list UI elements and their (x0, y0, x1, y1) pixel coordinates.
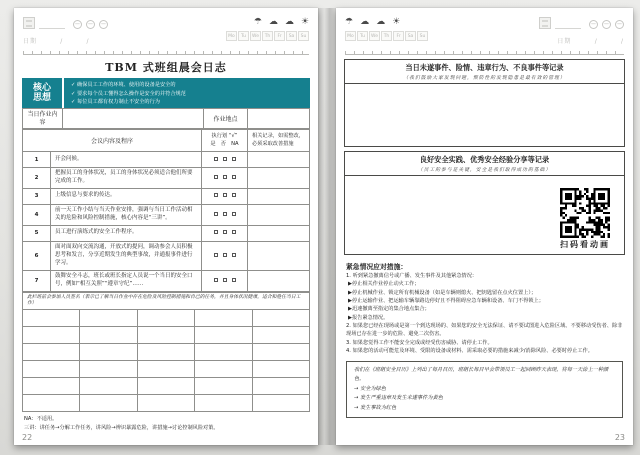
meeting-table-header (23, 130, 310, 152)
qr-code (558, 188, 612, 238)
weekday-box[interactable]: Mo (345, 31, 356, 41)
weekday-box[interactable]: Tu (238, 31, 249, 41)
ruled-divider (345, 51, 624, 55)
signature-note: 此栏班前会参加人员签名（表示已了解当日作业中存在危险及风险控制措施和自己的任务，并且身体状况健康，适合和胜任当日工作） (23, 292, 310, 309)
mood-circles (73, 20, 108, 29)
row-checkboxes (202, 204, 248, 225)
practice-record-box (344, 151, 625, 255)
signature-cell[interactable] (80, 377, 137, 394)
emergency-item: 1. 听到紧急撤离信号或广播、发生事件及其他紧急情况： (346, 273, 478, 279)
rain-cloud-icon[interactable]: ☁ (360, 17, 370, 27)
emergency-lines (346, 272, 623, 355)
practice-box-title: 良好安全实践、优秀安全经验分享等记录 (419, 155, 550, 164)
signature-cell[interactable] (195, 309, 252, 326)
emergency-bullet: ▶停止运输作业、把运输车辆靠路边停好且不得阻碍应急车辆和设备、车门不得锁上； (348, 297, 544, 304)
cloud-icon[interactable]: ☁ (284, 17, 294, 27)
philosophy-banner (22, 78, 310, 108)
weekday-box[interactable]: Fr (274, 31, 285, 41)
weekday-box[interactable]: Sa (405, 31, 416, 41)
checkbox-no[interactable] (223, 212, 227, 216)
row-checkboxes (202, 241, 248, 270)
calendar-rule-line: → 发生严重违章及发生未遂事件为黄色 (354, 395, 443, 402)
checkbox-yes[interactable] (214, 193, 218, 197)
row-record-cell[interactable] (248, 188, 310, 204)
emergency-item: 4. 如果您的活动可能危及环境、受限的设备或材料、需采取必要的措施来减少/消除风险、必要时停止工作。 (346, 347, 593, 354)
row-number: 3 (23, 188, 51, 204)
footnote-sanjiang: 三讲：讲任务→分解工作任务，讲风险→辨识暴露危险，讲措施→讨论控制风险对策。 (24, 424, 219, 431)
left-page (14, 8, 318, 445)
signature-cell[interactable] (137, 360, 194, 377)
checkbox-yes[interactable] (214, 253, 218, 257)
qr-block (558, 188, 612, 250)
signature-cell[interactable] (252, 360, 309, 377)
meeting-table-body (23, 152, 310, 292)
signature-cell[interactable] (80, 326, 137, 343)
signature-cell[interactable] (23, 343, 80, 360)
emergency-item: 3. 如果您觉得工作不能安全完成或经受伤害威胁、请停止工作。 (346, 339, 493, 346)
row-number: 5 (23, 225, 51, 241)
signature-cell[interactable] (195, 343, 252, 360)
work-location-cell[interactable] (248, 109, 310, 129)
date-field[interactable]: 日期 / / (23, 38, 90, 45)
cloud-icon[interactable]: ☁ (376, 17, 386, 27)
date-block (23, 17, 108, 48)
signature-cell[interactable] (252, 309, 309, 326)
signature-cell[interactable] (137, 326, 194, 343)
signature-cell[interactable] (80, 309, 137, 326)
signature-cell[interactable] (195, 326, 252, 343)
mood-circle-icon[interactable]: − (590, 20, 597, 28)
weekday-box[interactable]: Tu (357, 31, 368, 41)
row-text: 上级信息与要求的传达。 (51, 188, 202, 204)
meeting-table (22, 129, 310, 292)
row-record-cell[interactable] (248, 168, 310, 189)
mood-circle-icon[interactable]: − (100, 20, 107, 28)
checkbox-yes[interactable] (214, 230, 218, 234)
book-gutter (316, 8, 338, 445)
checkbox-no[interactable] (223, 157, 227, 161)
signature-cell[interactable] (252, 394, 309, 411)
work-location-label: 作业地点 (204, 109, 248, 129)
row-record-cell[interactable] (248, 270, 310, 291)
header-record: 相关记录，如需整改，必须采取改善措施 (248, 130, 310, 152)
calendar-rule-box (346, 361, 623, 418)
signature-cell[interactable] (195, 394, 252, 411)
mood-circles (589, 20, 624, 29)
work-info-table (22, 108, 310, 129)
page-title: TBM 式班组晨会日志 (105, 61, 227, 74)
weekday-box[interactable]: Sa (286, 31, 297, 41)
row-number: 2 (23, 168, 51, 189)
qr-caption: 扫码看动画 (560, 240, 610, 249)
weekday-box[interactable]: Su (298, 31, 309, 41)
work-content-cell[interactable] (63, 109, 204, 129)
calendar-rule-line: → 发生事故为红色 (354, 404, 397, 411)
checkbox-no[interactable] (223, 253, 227, 257)
signature-cell[interactable] (23, 309, 80, 326)
meeting-row (23, 152, 310, 168)
row-record-cell[interactable] (248, 204, 310, 225)
legend-box (23, 17, 35, 29)
signature-cell[interactable] (137, 309, 194, 326)
signature-row (23, 326, 310, 343)
row-number: 4 (23, 204, 51, 225)
signature-cell[interactable] (195, 360, 252, 377)
meeting-row (23, 241, 310, 270)
left-page-header (14, 8, 318, 48)
weather-block (345, 17, 428, 48)
row-text: 面对面双向交流沟通，开放式的提问，调动参会人员积极思考和发言，分享近期发生的典型事故，并通报事件进行学习。 (51, 241, 202, 270)
signature-row (23, 343, 310, 360)
row-record-cell[interactable] (248, 225, 310, 241)
signature-cell[interactable] (252, 343, 309, 360)
page-number-right: 23 (614, 433, 625, 442)
row-record-cell[interactable] (248, 241, 310, 270)
mood-circle-icon[interactable]: − (74, 20, 81, 28)
row-number: 1 (23, 152, 51, 168)
umbrella-icon[interactable]: ☂ (253, 17, 262, 27)
practice-record-area[interactable] (345, 176, 624, 254)
fill-in-line[interactable] (39, 19, 65, 29)
incident-box-header (345, 60, 624, 84)
sun-icon[interactable]: ☀ (392, 17, 401, 27)
signature-cell[interactable] (80, 394, 137, 411)
weekday-box[interactable]: Fr (393, 31, 404, 41)
checkbox-na[interactable] (232, 230, 236, 234)
meeting-row (23, 168, 310, 189)
ruled-divider (23, 51, 309, 55)
row-checkboxes (202, 168, 248, 189)
checkbox-na[interactable] (232, 253, 236, 257)
header-check: 执行划 “√” 是 否 NA (202, 130, 248, 152)
signature-cell[interactable] (80, 343, 137, 360)
weekday-box[interactable]: Mo (226, 31, 237, 41)
checkbox-yes[interactable] (214, 175, 218, 179)
footnote-na: NA：不适用。 (24, 415, 58, 422)
signature-cell[interactable] (137, 394, 194, 411)
checkbox-yes[interactable] (214, 212, 218, 216)
row-text: 前一天工作小结与当天作业安排，强调与当日工作活动相关的危险和风险控制措施，核心内容是“三讲”。 (51, 204, 202, 225)
meeting-row (23, 225, 310, 241)
philosophy-item: ✓ 要求每个员工懂得怎么操作是安全的并符合规范 (71, 90, 186, 97)
work-content-label: 当日作业内容 (23, 109, 63, 129)
signature-cell[interactable] (137, 343, 194, 360)
philosophy-item: ✓ 每位员工都有权力制止不安全的行为 (71, 99, 160, 105)
emergency-item: 2. 如果您已经在现场或是第一个到达现场的、如果您的安全无法保证、请不要试图进入危险区域、不要移动受伤者、除非现场已存在进一步的危险、避免二次伤害。 (346, 322, 623, 338)
philosophy-items (64, 78, 310, 108)
page-number-left: 22 (22, 433, 33, 442)
signature-cell[interactable] (80, 360, 137, 377)
weekday-strip (226, 31, 309, 41)
signature-cell[interactable] (23, 326, 80, 343)
practice-box-header (345, 152, 624, 176)
fill-in-line[interactable] (555, 19, 581, 29)
meeting-row (23, 270, 310, 291)
signature-row (23, 360, 310, 377)
checkbox-yes[interactable] (214, 278, 218, 282)
emergency-bullet: ▶迅速撤离至指定的集合地点集合； (348, 306, 430, 313)
umbrella-icon[interactable]: ☂ (345, 17, 354, 27)
legend-box (539, 17, 551, 29)
footnotes (24, 415, 308, 433)
calendar-rule-line: 我们在《班组安全日历》上列出了每月日历，班组长每日早会带领员工一起回顾昨天表现，将每一天涂上一种颜色。 (354, 367, 609, 383)
mood-circle-icon[interactable]: − (603, 20, 610, 28)
checkbox-yes[interactable] (214, 157, 218, 161)
weather-strip (254, 17, 309, 27)
mood-circle-icon[interactable]: − (87, 20, 94, 28)
row-text: 把握员工的身体状况，员工的身体状况必须适合他们所要完成的工作。 (51, 168, 202, 189)
checkbox-na[interactable] (232, 193, 236, 197)
weekday-box[interactable]: Th (262, 31, 273, 41)
signature-grid (23, 309, 310, 411)
checkbox-na[interactable] (232, 175, 236, 179)
row-record-cell[interactable] (248, 152, 310, 168)
weekday-box[interactable]: We (369, 31, 380, 41)
calendar-rule-line: → 安全为绿色 (354, 385, 386, 392)
checkbox-na[interactable] (232, 212, 236, 216)
weather-block (226, 17, 309, 48)
meeting-row (23, 204, 310, 225)
row-text: 开会问候。 (51, 152, 202, 168)
practice-box-subtitle: （员工的参与是关键，安全是我们取得成功的基础） (417, 168, 552, 173)
right-page (336, 8, 633, 445)
signature-cell[interactable] (195, 377, 252, 394)
mood-circle-icon[interactable]: − (616, 20, 623, 28)
sun-icon[interactable]: ☀ (300, 17, 309, 27)
philosophy-item: ✓ 确保员工工作的环境、使用的设备是安全的 (71, 82, 176, 88)
incident-box-title: 当日未遂事件、险情、违章行为、不良事件等记录 (405, 63, 564, 72)
date-field[interactable]: 日期 / / (557, 38, 624, 45)
signature-row (23, 377, 310, 394)
signature-cell[interactable] (137, 377, 194, 394)
philosophy-label: 核心 思想 (22, 78, 64, 108)
checkbox-na[interactable] (232, 278, 236, 282)
weekday-strip (345, 31, 428, 41)
signature-cell[interactable] (23, 377, 80, 394)
emergency-bullet: ▶停止机械作业、锁定所有机械设备（如是车辆则熄火、把钥匙留在点火位置上）； (348, 289, 537, 296)
row-checkboxes (202, 152, 248, 168)
incident-box-subtitle: （我们鼓励大家发现问题，预防性的发现隐患是最有效的管理） (403, 76, 566, 81)
emergency-section (346, 261, 623, 355)
row-number: 7 (23, 270, 51, 291)
signature-table (22, 292, 310, 412)
weekday-box[interactable]: Su (417, 31, 428, 41)
row-text: 员工进行演练式的安全工作程序。 (51, 225, 202, 241)
emergency-bullet: ▶停止相关作业停止动火工作； (348, 281, 420, 288)
row-checkboxes (202, 225, 248, 241)
emergency-bullet: ▶报告紧急情况。 (348, 314, 389, 321)
row-text: 鼓舞安全斗志，班长或班长指定人员说一个当日的安全口号，例如“相互关照”“遵章守纪”…… (51, 270, 202, 291)
signature-cell[interactable] (252, 377, 309, 394)
checkbox-no[interactable] (223, 230, 227, 234)
header-content: 会议内容及程序 (23, 130, 202, 152)
checkbox-no[interactable] (223, 278, 227, 282)
row-checkboxes (202, 188, 248, 204)
weather-strip (345, 17, 428, 27)
checkbox-na[interactable] (232, 157, 236, 161)
signature-cell[interactable] (23, 360, 80, 377)
signature-row (23, 309, 310, 326)
incident-record-area[interactable] (345, 84, 624, 146)
date-block (539, 17, 624, 48)
checkbox-no[interactable] (223, 193, 227, 197)
rain-cloud-icon[interactable]: ☁ (268, 17, 278, 27)
row-checkboxes (202, 270, 248, 291)
row-number: 6 (23, 241, 51, 270)
weekday-box[interactable]: We (250, 31, 261, 41)
weekday-box[interactable]: Th (381, 31, 392, 41)
checkbox-no[interactable] (223, 175, 227, 179)
right-page-header (336, 8, 633, 48)
signature-cell[interactable] (23, 394, 80, 411)
signature-row (23, 394, 310, 411)
emergency-title: 紧急情况应对措施： (346, 263, 408, 271)
meeting-row (23, 188, 310, 204)
incident-record-box (344, 59, 625, 147)
signature-cell[interactable] (252, 326, 309, 343)
